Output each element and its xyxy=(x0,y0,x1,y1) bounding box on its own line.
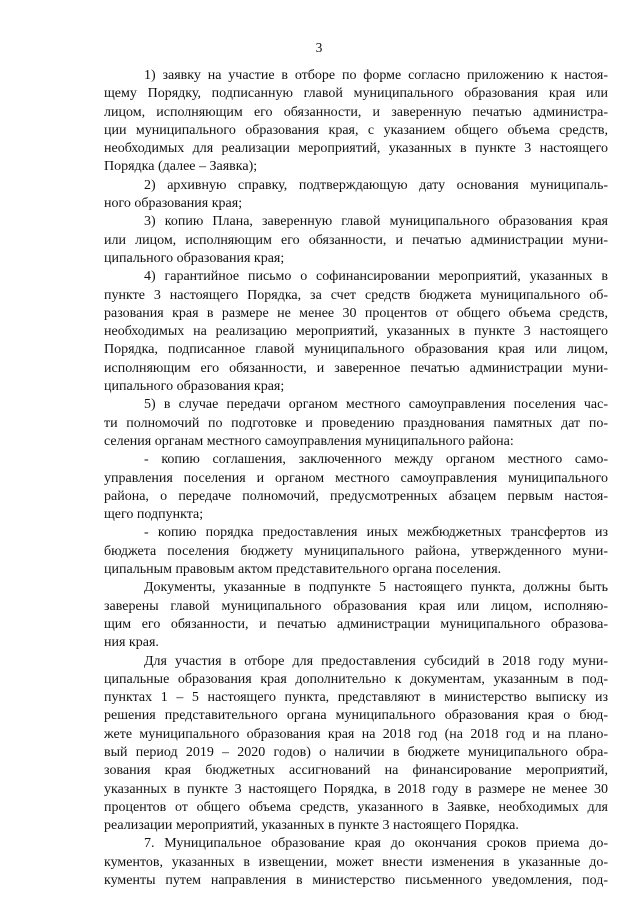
text-line: щим его обязанности, и печатью администрации муниципального образова- xyxy=(104,616,608,632)
page-number: 3 xyxy=(315,40,323,55)
text-line: - копию соглашения, заключенного между органом местного само- xyxy=(144,452,608,468)
text-line: указанных в пункте 3 настоящего Порядка, в 2018 году в размере не менее 30 xyxy=(104,781,608,797)
text-line: кументы путем направления в министерство письменного уведомления, под- xyxy=(104,873,608,889)
text-line: управления поселения и органом местного самоуправления муниципального xyxy=(104,470,608,486)
text-line: 3) копию Плана, заверенную главой муниципального образования края xyxy=(144,214,608,230)
text-line: Документы, указанные в подпункте 5 настоящего пункта, должны быть xyxy=(144,580,608,596)
text-line: лицом, исполняющим его обязанности, и заверенную печатью администра- xyxy=(104,104,608,120)
text-line: бюджета поселения бюджету муниципального района, утвержденного муни- xyxy=(104,543,608,559)
text-line: Для участия в отборе для предоставления субсидий в 2018 году муни- xyxy=(144,653,608,669)
text-line: разования края в размере не менее 30 процентов от общего объема средств, xyxy=(104,305,608,321)
text-line: пунктах 1 – 5 настоящего пункта, представляют в министерство выписку из xyxy=(104,690,608,706)
text-line: ния края. xyxy=(104,635,159,651)
text-line: 7. Муниципальное образование края до окончания сроков приема до- xyxy=(144,836,608,852)
text-line: заверены главой муниципального образования края или лицом, исполняю- xyxy=(104,598,608,614)
text-line: необходимых для реализации мероприятий, указанных в пункте 3 настоящего xyxy=(104,141,608,157)
text-line: щему Порядку, подписанную главой муниципального образования края или xyxy=(104,86,608,102)
text-line: вый период 2019 – 2020 годов) о наличии в бюджете муниципального обра- xyxy=(104,744,608,760)
text-line: ципальные образования края дополнительно к документам, указанным в под- xyxy=(104,671,608,687)
text-line: селения органам местного самоуправления муниципального района: xyxy=(104,433,514,449)
text-line: пункте 3 настоящего Порядка, за счет средств бюджета муниципального об- xyxy=(104,287,608,303)
text-line: ти полномочий по подготовке и проведению празднования памятных дат по- xyxy=(104,415,608,431)
text-line: ного образования края; xyxy=(104,196,243,212)
text-line: щего подпункта; xyxy=(104,507,204,523)
text-line: исполняющим его обязанности, и заверенное печатью администрации муни- xyxy=(104,360,608,376)
text-line: 4) гарантийное письмо о софинансировании мероприятий, указанных в xyxy=(144,269,608,285)
text-line: зования края бюджетных ассигнований на финансирование мероприятий, xyxy=(104,763,608,779)
text-line: ции муниципального образования края, с указанием общего объема средств, xyxy=(104,122,608,138)
text-line: процентов от общего объема средств, указанного в Заявке, необходимых для xyxy=(104,799,608,815)
text-line: необходимых на реализацию мероприятий, указанных в пункте 3 настоящего xyxy=(104,324,608,340)
document-body xyxy=(104,67,608,890)
text-line: ципального образования края; xyxy=(104,250,285,266)
text-line: кументов, указанных в извещении, может внести изменения в указанные до- xyxy=(104,854,608,870)
text-line: реализации мероприятий, указанных в пункте 3 настоящего Порядка. xyxy=(104,818,519,834)
text-line: - копию порядка предоставления иных межбюджетных трансфертов из xyxy=(144,525,608,541)
text-line: или лицом, исполняющим его обязанности, и печатью администрации муни- xyxy=(104,232,608,248)
text-line: 2) архивную справку, подтверждающую дату основания муниципаль- xyxy=(144,177,608,193)
text-line: ципального образования края; xyxy=(104,379,285,395)
text-line: жете муниципального образования края на 2018 год (на 2018 год и на плано- xyxy=(104,726,608,742)
text-line: 5) в случае передачи органом местного самоуправления поселения час- xyxy=(144,397,608,413)
text-line: 1) заявку на участие в отборе по форме согласно приложению к настоя- xyxy=(144,68,608,83)
text-line: ципальным правовым актом представительного органа поселения. xyxy=(104,562,502,578)
text-line: Порядка (далее – Заявка); xyxy=(104,159,258,175)
text-line: района, о передаче полномочий, предусмотренных абзацем первым настоя- xyxy=(104,488,608,504)
text-line: решения представительного органа муниципального образования края о бюд- xyxy=(104,708,608,724)
text-line: Порядка, подписанное главой муниципального образования края или лицом, xyxy=(104,342,608,358)
